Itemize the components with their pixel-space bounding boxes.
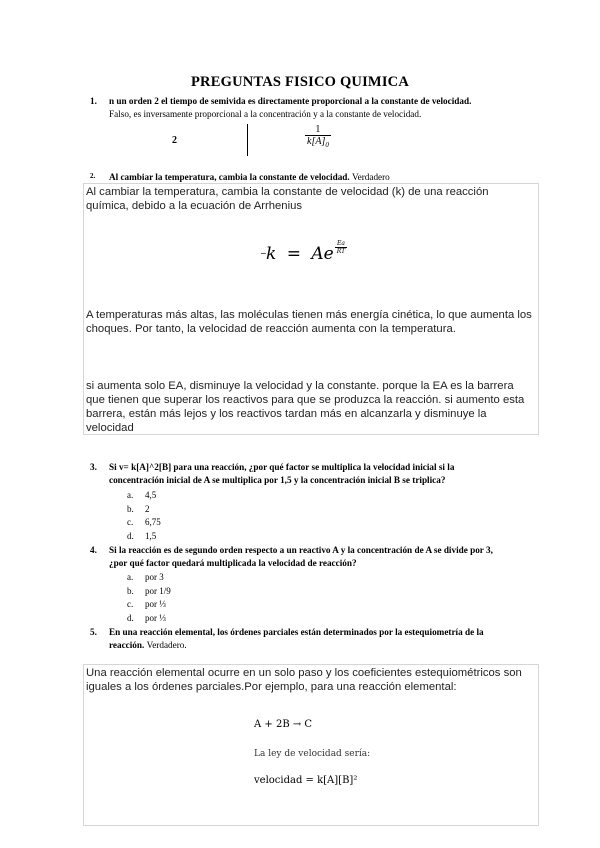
q3-line-2: concentración inicial de A se multiplica por 1,5 y la concentración inicial B se triplica?	[109, 475, 446, 485]
q4-option-a-letter: a.	[127, 572, 134, 582]
q1-frac-num: 1	[315, 124, 321, 135]
q2-box-paragraph-3: si aumenta solo EA, disminuye la velocidad y la constante. porque la EA es la barrera que tienen que superar los reactivos para que se produzca la reacción. si aumento esta barrera, están más lejos y los reactivos tardan más en alcanzarla y disminuye la velocidad	[86, 380, 525, 434]
q1-table-divider	[247, 124, 248, 156]
q3-option-b-letter: b.	[127, 504, 134, 514]
q3-option-c-letter: c.	[127, 517, 134, 527]
q4-option-b-letter: b.	[127, 586, 134, 596]
q3-option-c-value: 6,75	[145, 517, 161, 527]
q2-line: Al cambiar la temperatura, cambia la constante de velocidad. Verdadero	[109, 172, 390, 182]
q2-box-paragraph-2: A temperaturas más altas, las moléculas tienen más energía cinética, lo que aumenta los choques. Por tanto, la velocidad de reacción aumenta con la temperatura.	[86, 309, 532, 335]
q4-option-c-letter: c.	[127, 599, 134, 609]
arrhenius-equation: k = Ae − Ea RT	[260, 240, 346, 264]
q4-line-2: ¿por qué factor quedará multiplicada la velocidad de reacción?	[109, 558, 357, 568]
q2-explanation-box	[83, 183, 539, 435]
q3-line-1: Si v= k[A]^2[B] para una reacción, ¿por qué factor se multiplica la velocidad inicial si la	[109, 462, 455, 472]
q4-option-a-value: por 3	[145, 572, 164, 582]
q1-text: n un orden 2 el tiempo de semivida es directamente proporcional a la constante de velocidad.	[109, 96, 472, 106]
q4-number: 4.	[90, 545, 97, 555]
q1-answer: Falso, es inversamente proporcional a la concentración y a la constante de velocidad.	[109, 109, 422, 119]
page-title: PREGUNTAS FISICO QUIMICA	[190, 74, 410, 90]
q4-option-b-value: por 1/9	[145, 586, 171, 596]
q4-line-1: Si la reacción es de segundo orden respecto a un reactivo A y la concentración de A se divide por 3,	[109, 545, 493, 555]
q1-number: 1.	[90, 96, 97, 106]
q5-reaction-equation: A + 2B → C	[254, 719, 313, 730]
q1-frac-den: $k[A]_0$	[307, 136, 329, 149]
q1-table-right	[305, 124, 331, 149]
q3-option-d-letter: d.	[127, 531, 134, 541]
q2-box-paragraph-1: Al cambiar la temperatura, cambia la constante de velocidad (k) de una reacción química, debido a la ecuación de Arrhenius	[86, 186, 489, 212]
q3-option-d-value: 1,5	[145, 531, 157, 541]
q4-option-d-letter: d.	[127, 613, 134, 623]
q3-option-b-value: 2	[145, 504, 150, 514]
q3-number: 3.	[90, 462, 97, 472]
q5-line-2: reacción. Verdadero.	[109, 640, 187, 650]
q5-answer: Verdadero.	[146, 640, 187, 650]
q2-answer: Verdadero	[352, 172, 390, 182]
q3-option-a-letter: a.	[127, 490, 134, 500]
q5-explanation-box	[83, 664, 539, 826]
q5-number: 5.	[90, 627, 97, 637]
q5-box-paragraph-1: Una reacción elemental ocurre en un solo paso y los coeficientes estequiométricos son iguales a los órdenes parciales.Por ejemplo, para una reacción elemental:	[86, 667, 522, 693]
q1-table-left: 2	[172, 135, 177, 146]
q3-option-a-value: 4,5	[145, 490, 157, 500]
q4-option-d-value: por ⅓	[145, 613, 166, 623]
q5-rate-law: velocidad = k[A][B]²	[254, 775, 358, 786]
q4-option-c-value: por ⅓	[145, 599, 166, 609]
q2-number: 2.	[90, 172, 96, 180]
q5-rate-law-label: La ley de velocidad sería:	[254, 749, 371, 759]
q5-line-1: En una reacción elemental, los órdenes parciales están determinados por la estequiometría de la	[109, 627, 484, 637]
